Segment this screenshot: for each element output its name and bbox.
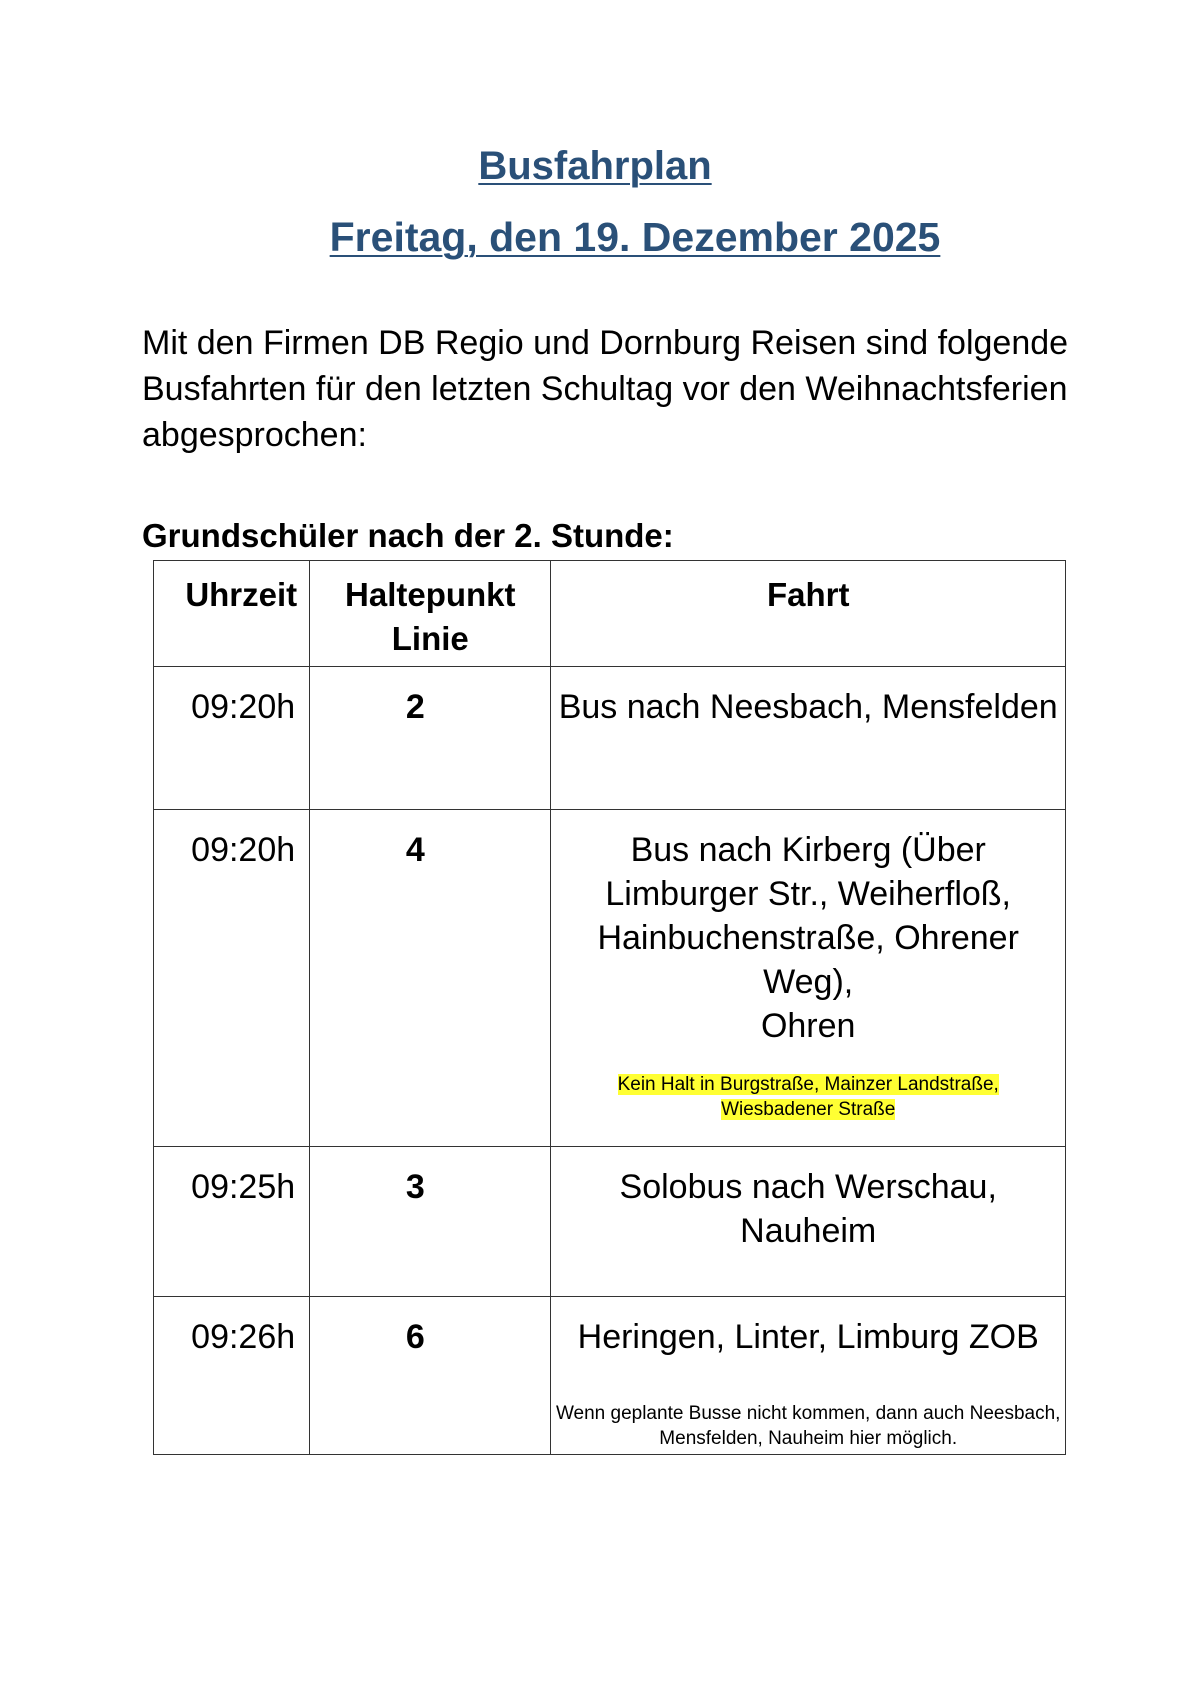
trip-note (551, 1072, 1065, 1122)
trip-note: Wenn geplante Busse nicht kommen, dann auch Neesbach, Mensfelden, Nauheim hier möglich. (555, 1403, 1061, 1449)
row-line: 6 (310, 1297, 551, 1455)
trip-text-continued: Ohren (760, 1007, 856, 1045)
page-title: Busfahrplan (478, 144, 712, 188)
trip-text: Bus nach Kirberg (Über Limburger Str., Weiherfloß, Hainbuchenstraße, Ohrener Weg), (597, 831, 1019, 1001)
row-time: 09:26h (154, 1297, 310, 1455)
table-row (154, 1297, 1066, 1455)
table-row (154, 1147, 1066, 1297)
row-time: 09:25h (154, 1147, 310, 1297)
trip-text: Heringen, Linter, Limburg ZOB (577, 1318, 1039, 1356)
table-header-row (154, 561, 1066, 667)
trip-text: Solobus nach Werschau, Nauheim (619, 1168, 997, 1250)
row-trip (551, 1147, 1066, 1297)
trip-text: Bus nach Neesbach, Mensfelden (558, 688, 1058, 726)
row-line: 4 (310, 810, 551, 1147)
section-title: Grundschüler nach der 2. Stunde: (142, 517, 674, 554)
row-line: 2 (310, 667, 551, 810)
schedule-table (153, 560, 1066, 1455)
page-date: Freitag, den 19. Dezember 2025 (329, 214, 941, 260)
header-trip: Fahrt (551, 561, 1066, 667)
note-highlight-line2: Wiesbadener Straße (721, 1099, 896, 1120)
table-row (154, 667, 1066, 810)
header-time: Uhrzeit (154, 561, 310, 667)
row-trip (551, 1297, 1066, 1455)
intro-text: Mit den Firmen DB Regio und Dornburg Reisen sind folgende Busfahrten für den letzten Schultag vor den Weihnachtsferien abgesprochen: (142, 324, 1069, 454)
row-time: 09:20h (154, 667, 310, 810)
row-trip (551, 810, 1066, 1147)
row-time: 09:20h (154, 810, 310, 1147)
table-row (154, 810, 1066, 1147)
row-line: 3 (310, 1147, 551, 1297)
note-highlight-line1: Kein Halt in Burgstraße, Mainzer Landstraße, (617, 1074, 999, 1095)
header-stop-line: Haltepunkt Linie (310, 561, 551, 667)
row-trip (551, 667, 1066, 810)
